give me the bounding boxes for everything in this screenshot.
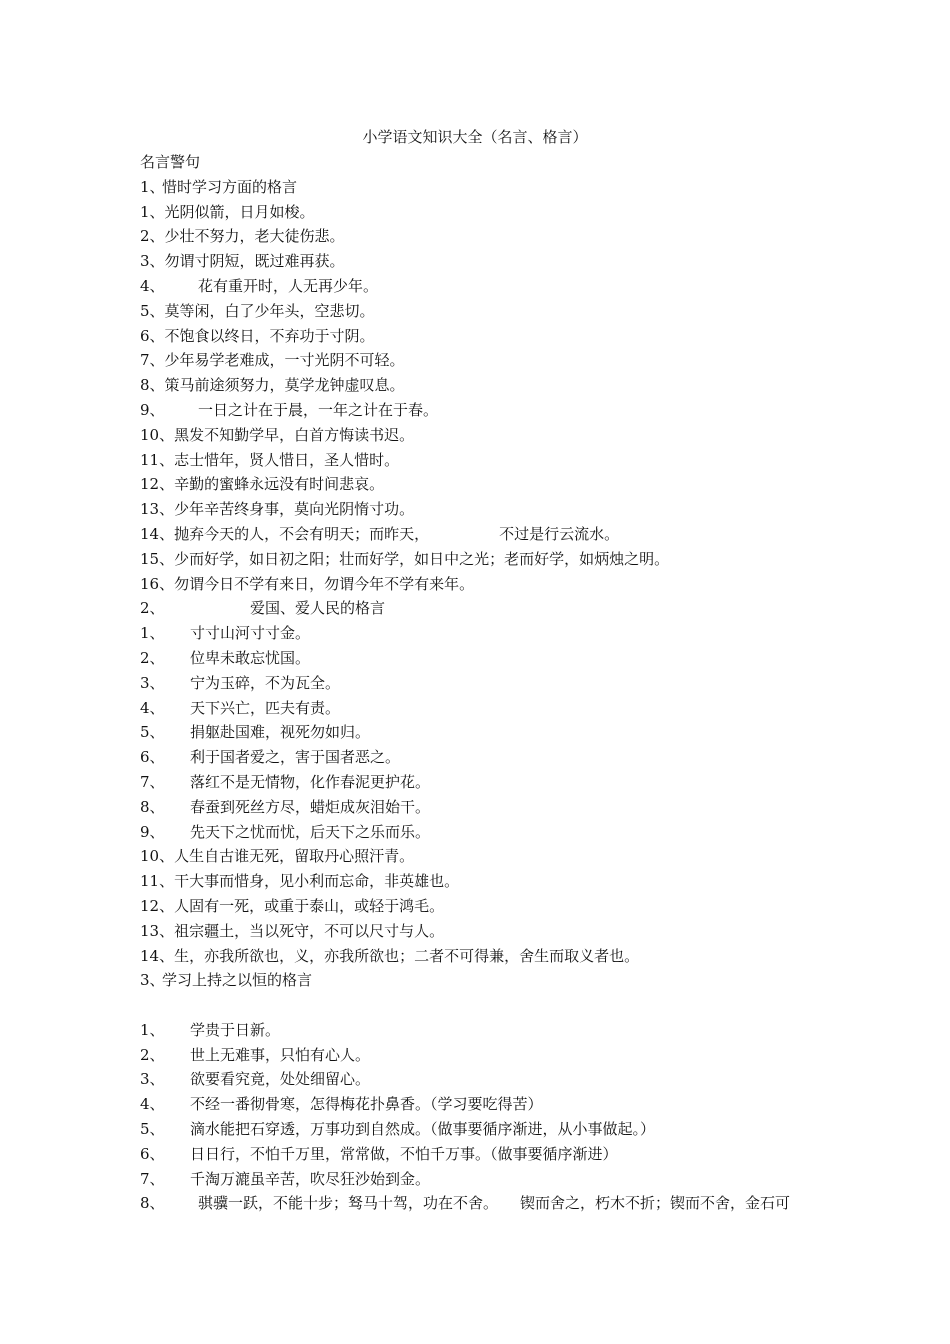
list-item	[140, 1191, 920, 1216]
item-number: 9、	[140, 400, 165, 419]
item-text: 骐骥一跃，不能十步；驽马十驾，功在不舍。	[198, 1194, 499, 1213]
document-title: 小学语文知识大全（名言、格言）	[362, 128, 588, 146]
item-text: 日日行，不怕千万里，常常做，不怕千万事。（做事要循序渐进）	[190, 1144, 618, 1163]
list-item	[140, 1043, 920, 1068]
item-number: 7、	[140, 772, 165, 791]
list-item	[140, 1167, 920, 1192]
list-item	[140, 621, 920, 646]
list-item: 3、勿谓寸阴短，既过难再获。	[140, 252, 345, 271]
list-item	[140, 1018, 920, 1043]
item-text: 寸寸山河寸寸金。	[190, 624, 311, 643]
section-heading: 名言警句	[140, 153, 201, 171]
item-text: 落红不是无情物，化作春泥更护花。	[190, 772, 431, 791]
item-number: 7、	[140, 1169, 165, 1188]
item-text: 利于国者爱之，害于国者恶之。	[190, 748, 401, 767]
item-text: 位卑未敢忘忧国。	[190, 648, 311, 667]
list-item: 14、生，亦我所欲也，义，亦我所欲也；二者不可得兼，舍生而取义者也。	[140, 946, 640, 965]
item-text: 世上无难事，只怕有心人。	[190, 1045, 371, 1064]
item-number: 1、	[140, 624, 165, 643]
item-text: 千淘万漉虽辛苦，吹尽狂沙始到金。	[190, 1169, 431, 1188]
item-text: 一日之计在于晨，一年之计在于春。	[198, 400, 439, 419]
list-item	[140, 1092, 920, 1117]
item-number: 4、	[140, 1095, 165, 1114]
list-item: 13、祖宗疆土，当以死守，不可以尺寸与人。	[140, 921, 445, 940]
item-text: 14、抛弃今天的人，不会有明天；而昨天，	[140, 524, 430, 543]
list-item: 2、少壮不努力，老大徒伤悲。	[140, 227, 345, 246]
list-item: 13、少年辛苦终身事，莫向光阴惰寸功。	[140, 500, 415, 519]
list-item	[140, 671, 920, 696]
item-text: 不经一番彻骨寒，怎得梅花扑鼻香。（学习要吃得苦）	[190, 1095, 543, 1114]
item-number: 8、	[140, 797, 165, 816]
section-title-text: 惜时学习方面的格言	[162, 177, 298, 196]
item-number: 6、	[140, 1144, 165, 1163]
section-number: 3、	[140, 971, 165, 990]
list-item	[140, 1067, 920, 1092]
list-item: 7、少年易学老难成，一寸光阴不可轻。	[140, 351, 405, 370]
list-item: 15、少而好学，如日初之阳；壮而好学，如日中之光；老而好学，如炳烛之明。	[140, 549, 670, 568]
list-item: 11、志士惜年，贤人惜日，圣人惜时。	[140, 450, 400, 469]
item-number: 4、	[140, 698, 165, 717]
list-item	[140, 770, 920, 795]
list-item	[140, 398, 920, 423]
list-item	[140, 745, 920, 770]
list-item: 12、辛勤的蜜蜂永远没有时间悲哀。	[140, 475, 385, 494]
list-item: 8、策马前途须努力，莫学龙钟虚叹息。	[140, 376, 405, 395]
list-item: 10、人生自古谁无死，留取丹心照汗青。	[140, 847, 415, 866]
section-number: 2、	[140, 599, 165, 618]
list-item: 1、光阴似箭，日月如梭。	[140, 202, 315, 221]
item-number: 3、	[140, 673, 165, 692]
item-number: 5、	[140, 723, 165, 742]
item-text: 春蚕到死丝方尽，蜡炬成灰泪始干。	[190, 797, 431, 816]
item-number: 9、	[140, 822, 165, 841]
list-item	[140, 1117, 920, 1142]
list-item: 6、不饱食以终日，不弃功于寸阴。	[140, 326, 375, 345]
item-number: 2、	[140, 648, 165, 667]
list-item	[140, 522, 920, 547]
item-number: 8、	[140, 1194, 165, 1213]
list-item	[140, 720, 920, 745]
list-item: 16、勿谓今日不学有来日，勿谓今年不学有来年。	[140, 574, 475, 593]
item-text: 捐躯赴国难，视死勿如归。	[190, 723, 371, 742]
list-item: 12、人固有一死，或重于泰山，或轻于鸿毛。	[140, 896, 445, 915]
item-text: 学贵于日新。	[190, 1020, 281, 1039]
blank-line	[140, 993, 920, 1018]
list-item	[140, 1142, 920, 1167]
item-text: 欲要看究竟，处处细留心。	[190, 1070, 371, 1089]
item-text: 宁为玉碎，不为瓦全。	[190, 673, 341, 692]
section-title-2	[140, 596, 920, 621]
list-item: 10、黑发不知勤学早，白首方悔读书迟。	[140, 425, 415, 444]
list-item: 11、干大事而惜身，见小利而忘命，非英雄也。	[140, 872, 460, 891]
item-number: 2、	[140, 1045, 165, 1064]
item-number: 5、	[140, 1120, 165, 1139]
list-item: 5、莫等闲，白了少年头，空悲切。	[140, 301, 375, 320]
item-text: 天下兴亡，匹夫有责。	[190, 698, 341, 717]
item-text-cont: 锲而舍之，朽木不折；锲而不舍，金石可	[520, 1194, 791, 1213]
item-text: 先天下之忧而忧，后天下之乐而乐。	[190, 822, 431, 841]
section-number: 1、	[140, 177, 165, 196]
list-item	[140, 274, 920, 299]
item-number: 6、	[140, 748, 165, 767]
item-text: 花有重开时，人无再少年。	[198, 276, 379, 295]
section-title-text: 学习上持之以恒的格言	[162, 971, 313, 990]
item-number: 1、	[140, 1020, 165, 1039]
list-item	[140, 820, 920, 845]
item-number: 3、	[140, 1070, 165, 1089]
section-title-1	[140, 175, 920, 200]
section-title-3	[140, 968, 920, 993]
section-title-text: 爱国、爱人民的格言	[250, 599, 386, 618]
list-item	[140, 696, 920, 721]
item-number: 4、	[140, 276, 165, 295]
document-body	[140, 150, 920, 1216]
list-item	[140, 795, 920, 820]
item-text: 滴水能把石穿透，万事功到自然成。（做事要循序渐进，从小事做起。）	[190, 1120, 656, 1139]
item-text-cont: 不过是行云流水。	[499, 524, 620, 543]
list-item	[140, 646, 920, 671]
